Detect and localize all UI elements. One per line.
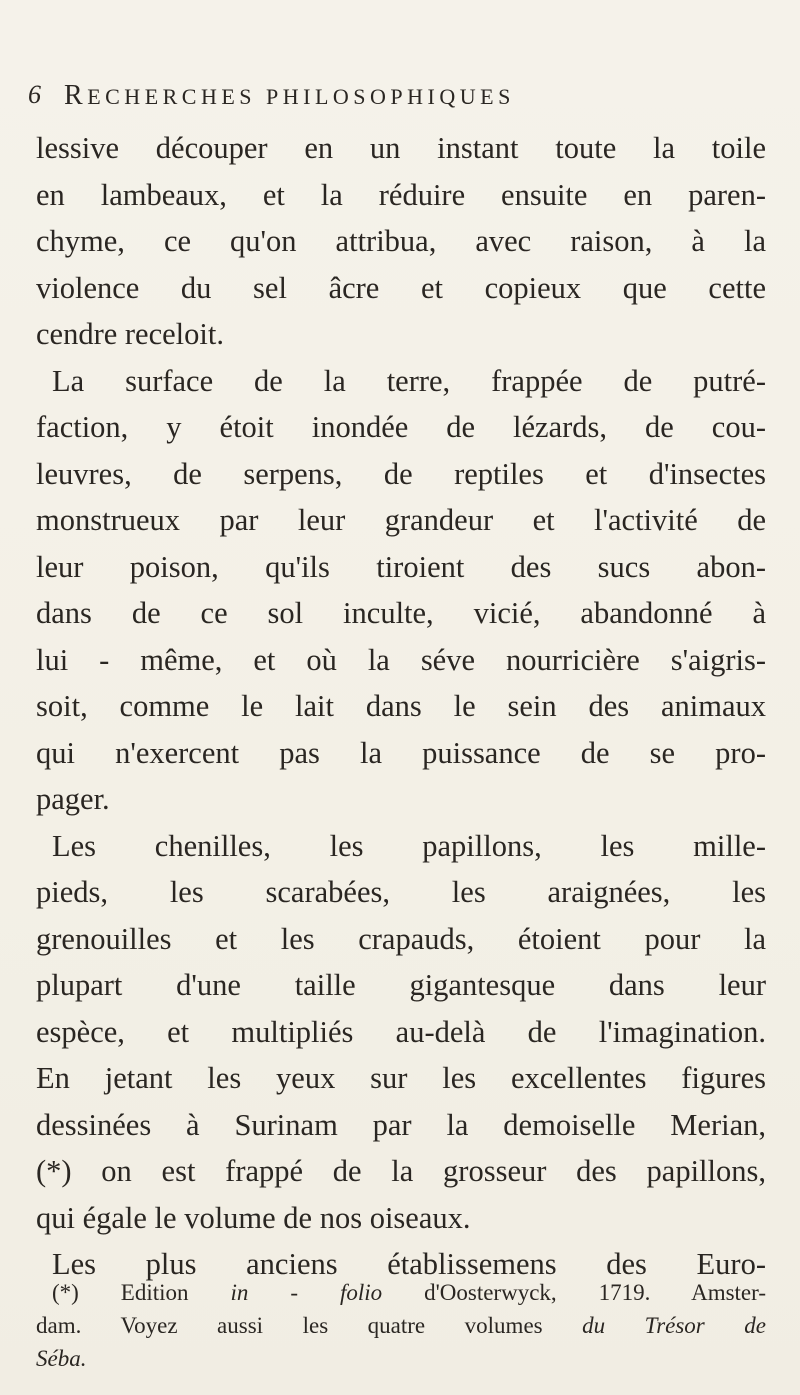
running-title-rest: ECHERCHES PHILOSOPHIQUES — [87, 84, 515, 109]
text-line: chyme, ce qu'on attribua, avec raison, à la — [36, 224, 766, 258]
footnote-italic-text: Séba. — [36, 1346, 87, 1371]
text-line: dans de ce sol inculte, vicié, abandonné à — [36, 596, 766, 630]
text-line: soit, comme le lait dans le sein des animaux — [36, 689, 766, 723]
text-line: faction, y étoit inondée de lézards, de cou- — [36, 410, 766, 444]
text-line: lui - même, et où la séve nourricière s'aigris- — [36, 642, 766, 677]
text-line: qui n'exercent pas la puissance de se pro- — [36, 735, 766, 770]
footnote-text: dam. Voyez aussi les quatre volumes — [36, 1313, 583, 1338]
footnote-line — [36, 1342, 766, 1375]
text-line: Les chenilles, les papillons, les mille- — [52, 828, 766, 863]
footnote-text: (*) Edition — [52, 1280, 231, 1305]
page-header — [28, 80, 768, 120]
text-line: Les plus anciens établissemens des Euro- — [52, 1247, 766, 1281]
text-line: grenouilles et les crapauds, étoient pour la — [36, 921, 766, 956]
body-text — [36, 125, 766, 1288]
text-line: cendre receloit. — [36, 317, 224, 351]
running-title-initial: R — [64, 80, 88, 111]
text-line: leuvres, de serpens, de reptiles et d'insectes — [36, 456, 766, 491]
text-line: pieds, les scarabées, les araignées, les — [36, 875, 766, 909]
footnote-line — [36, 1309, 766, 1342]
text-line: lessive découper en un instant toute la toile — [36, 131, 766, 165]
text-line: (*) on est frappé de la grosseur des papillons, — [36, 1154, 766, 1188]
footnote-italic-text: du Trésor de — [582, 1313, 766, 1338]
text-line: leur poison, qu'ils tiroient des sucs abon- — [36, 549, 766, 584]
text-line: La surface de la terre, frappée de putré- — [52, 363, 766, 398]
running-title — [64, 80, 515, 112]
text-line: en lambeaux, et la réduire ensuite en paren- — [36, 177, 766, 212]
footnote-text: d'Oosterwyck, 1719. Amster- — [382, 1280, 766, 1305]
page-number: 6 — [28, 80, 41, 109]
footnote-line — [36, 1276, 766, 1309]
footnote — [36, 1276, 766, 1375]
text-line: violence du sel âcre et copieux que cette — [36, 270, 766, 305]
text-line: qui égale le volume de nos oiseaux. — [36, 1200, 471, 1235]
text-line: dessinées à Surinam par la demoiselle Merian, — [36, 1107, 766, 1142]
text-line: espèce, et multipliés au-delà de l'imagination. — [36, 1014, 766, 1049]
text-line: monstrueux par leur grandeur et l'activité de — [36, 503, 766, 537]
text-line: pager. — [36, 782, 110, 816]
footnote-italic-text: in - folio — [230, 1280, 383, 1305]
text-line: En jetant les yeux sur les excellentes figures — [36, 1061, 766, 1095]
text-line: plupart d'une taille gigantesque dans leur — [36, 968, 766, 1002]
